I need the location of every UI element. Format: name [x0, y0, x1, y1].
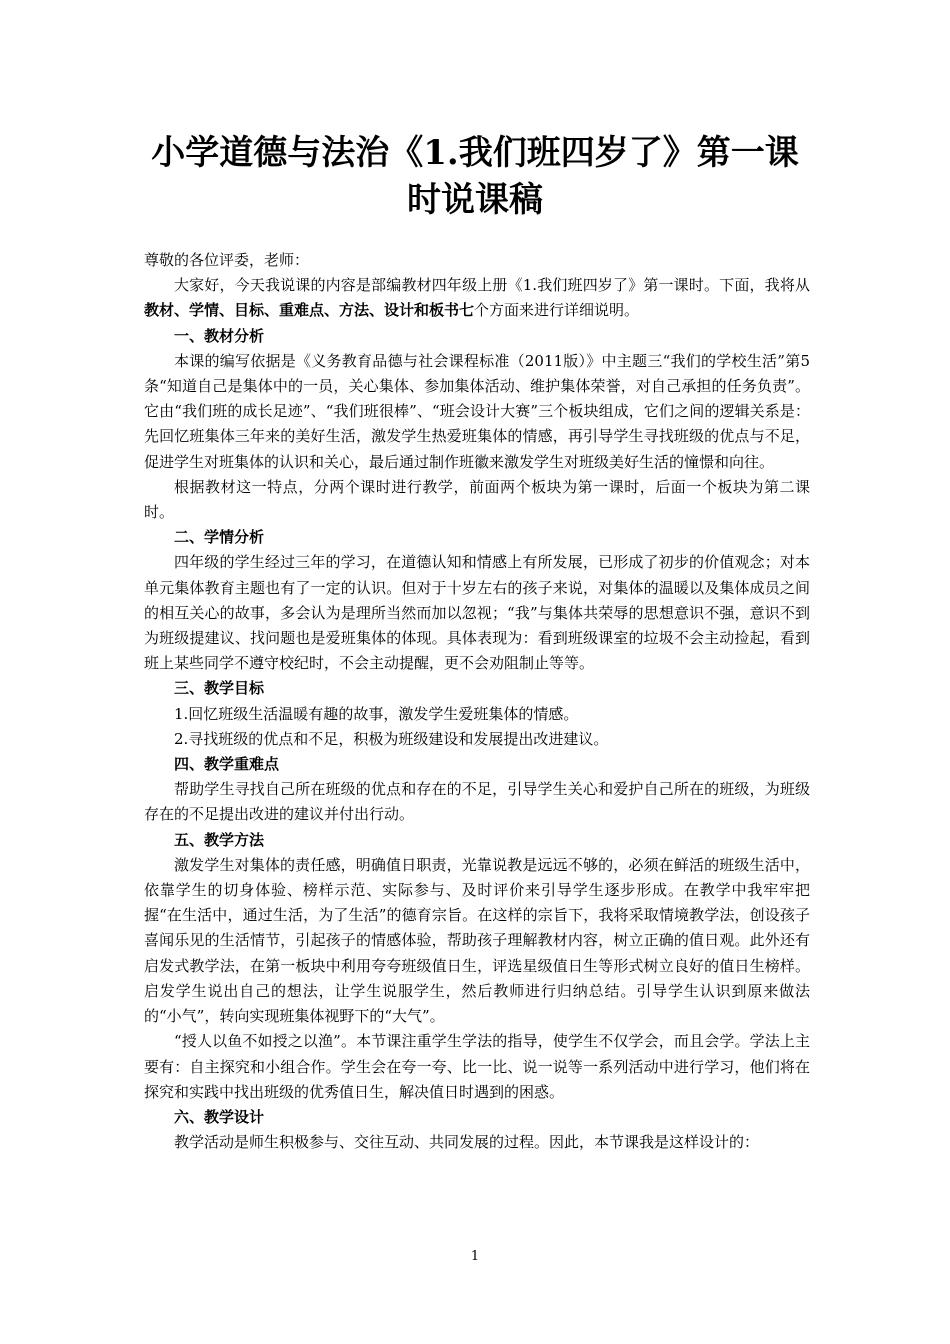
section-heading-materials: 一、教材分析 [174, 326, 265, 345]
page-title-line-2: 时说课稿 [407, 180, 543, 220]
paragraph: 教学活动是师生积极参与、交往互动、共同发展的过程。因此，本节课我是这样设计的： [174, 1133, 760, 1152]
paragraph: 帮助学生寻找自己所在班级的优点和存在的不足，引导学生关心和爱护自己所在的班级，为班级存在的不足提出改进的建议并付出行动。 [144, 780, 810, 824]
section-heading-key-points: 四、教学重难点 [174, 755, 280, 774]
greeting: 尊敬的各位评委，老师： [144, 251, 310, 269]
paragraph: 激发学生对集体的责任感，明确值日职责，光靠说教是远远不够的，必须在鲜活的班级生活中，依靠学生的切身体验、榜样示范、实际参与、及时评价来引导学生逐步形成。在教学中我牢牢把握“在生活中，通过生活，为了生活”的德育宗旨。在这样的宗旨下，我将采取情境教学法，创设孩子喜闻乐见的生活情节，引起孩子的情感体验，帮助孩子理解教材内容，树立正确的值日观。此外还有启发式教学法，在第一板块中利用夸夸班级值日生，评选星级值日生等形式树立良好的值日生榜样。启发学生说出自己的想法，让学生说服学生，然后教师进行归纳总结。引导学生认识到原来做法的“小气”，转向实现班集体视野下的“大气”。 [144, 855, 810, 1026]
section-heading-students: 二、学情分析 [174, 528, 265, 547]
paragraph: 本课的编写依据是《义务教育品德与社会课程标准（2011版）》中主题三“我们的学校生活”第5条“知道自己是集体中的一员，关心集体、参加集体活动、维护集体荣誉，对自己承担的任务负责”。它由“我们班的成长足迹”、“我们班很棒”、“班会设计大赛”三个板块组成，它们之间的逻辑关系是：先回忆班集体三年来的美好生活，激发学生热爱班集体的情感，再引导学生寻找班级的优点与不足，促进学生对班集体的认识和关心，最后通过制作班徽来激发学生对班级美好生活的憧憬和向往。 [144, 351, 810, 471]
paragraph: “授人以鱼不如授之以渔”。本节课注重学生学法的指导，使学生不仅学会，而且会学。学法上主要有：自主探究和小组合作。学生会在夸一夸、比一比、说一说等一系列活动中进行学习，他们将在探究和实践中找出班级的优秀值日生，解决值日时遇到的困惑。 [144, 1032, 810, 1101]
section-heading-design: 六、教学设计 [174, 1107, 265, 1126]
intro-text-after: 个方面来进行详细说明。 [474, 301, 640, 320]
document-body [144, 248, 810, 1155]
objective-item: 2.寻找班级的优点和不足，积极为班级建设和发展提出改进建议。 [174, 729, 609, 748]
intro-text-before: 大家好，今天我说课的内容是部编教材四年级上册《1.我们班四岁了》第一课时。下面，我将从 [174, 276, 810, 295]
page-number: 1 [470, 1249, 480, 1264]
section-heading-objectives: 三、教学目标 [174, 679, 265, 698]
section-heading-methods: 五、教学方法 [174, 830, 265, 849]
objective-item: 1.回忆班级生活温暖有趣的故事，激发学生爱班集体的情感。 [174, 704, 579, 723]
paragraph: 四年级的学生经过三年的学习，在道德认知和情感上有所发展，已形成了初步的价值观念；对本单元集体教育主题也有了一定的认识。但对于十岁左右的孩子来说，对集体的温暖以及集体成员之间的相互关心的故事，多会认为是理所当然而加以忽视；“我”与集体共荣辱的思想意识不强，意识不到为班级提建议、找问题也是爱班集体的体现。具体表现为：看到班级课室的垃圾不会主动捡起，看到班上某些同学不遵守校纪时，不会主动提醒，更不会劝阻制止等等。 [144, 553, 810, 673]
intro-paragraph [144, 273, 810, 323]
page-title-line-1: 小学道德与法治《1.我们班四岁了》第一课 [151, 133, 799, 173]
intro-text-bold: 教材、学情、目标、重难点、方法、设计和板书七 [144, 301, 475, 320]
paragraph: 根据教材这一特点，分两个课时进行教学，前面两个板块为第一课时，后面一个板块为第二课时。 [144, 477, 810, 522]
